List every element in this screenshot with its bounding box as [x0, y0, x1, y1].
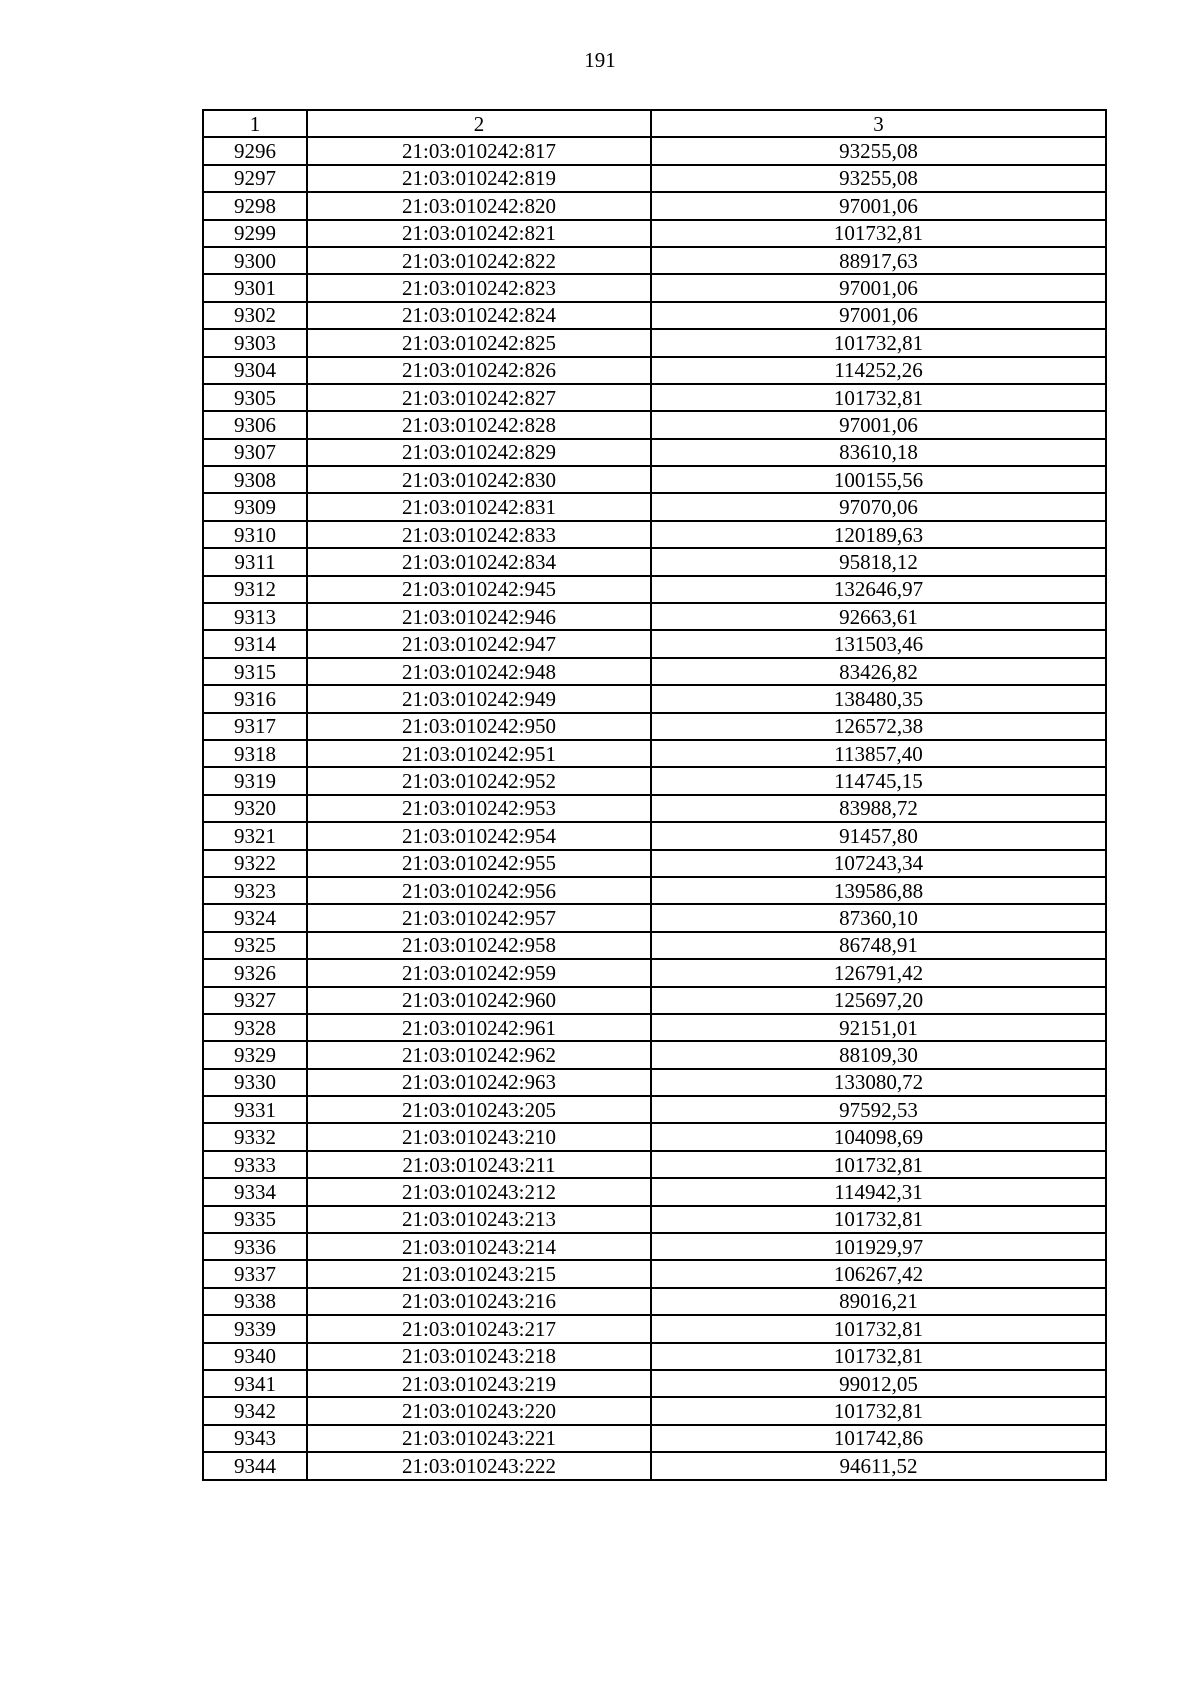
cadastral-value-cell: 99012,05	[651, 1370, 1106, 1397]
cadastral-value-cell: 95818,12	[651, 548, 1106, 575]
row-number-cell: 9341	[203, 1370, 307, 1397]
cadastral-number-cell: 21:03:010242:951	[307, 740, 651, 767]
cadastral-number-cell: 21:03:010243:220	[307, 1397, 651, 1424]
cadastral-value-cell: 97001,06	[651, 274, 1106, 301]
table-row	[203, 822, 1106, 849]
cadastral-value-cell: 97001,06	[651, 192, 1106, 219]
row-number-cell: 9313	[203, 603, 307, 630]
cadastral-number-cell: 21:03:010242:945	[307, 576, 651, 603]
row-number-cell: 9323	[203, 877, 307, 904]
cadastral-number-cell: 21:03:010242:958	[307, 932, 651, 959]
table-row	[203, 548, 1106, 575]
cadastral-number-cell: 21:03:010242:952	[307, 767, 651, 794]
table-row	[203, 411, 1106, 438]
cadastral-number-cell: 21:03:010243:212	[307, 1178, 651, 1205]
table-row	[203, 1233, 1106, 1260]
cadastral-number-cell: 21:03:010243:221	[307, 1425, 651, 1452]
cadastral-value-cell: 94611,52	[651, 1452, 1106, 1479]
row-number-cell: 9337	[203, 1260, 307, 1287]
cadastral-number-cell: 21:03:010242:833	[307, 521, 651, 548]
cadastral-number-cell: 21:03:010243:215	[307, 1260, 651, 1287]
row-number-cell: 9320	[203, 795, 307, 822]
table-row	[203, 302, 1106, 329]
cadastral-number-cell: 21:03:010242:947	[307, 630, 651, 657]
cadastral-value-cell: 87360,10	[651, 904, 1106, 931]
row-number-cell: 9308	[203, 466, 307, 493]
table-row	[203, 1425, 1106, 1452]
cadastral-value-cell: 101732,81	[651, 329, 1106, 356]
table-row	[203, 603, 1106, 630]
cadastral-number-cell: 21:03:010242:963	[307, 1069, 651, 1096]
cadastral-number-cell: 21:03:010243:222	[307, 1452, 651, 1479]
row-number-cell: 9332	[203, 1123, 307, 1150]
cadastral-value-cell: 139586,88	[651, 877, 1106, 904]
table-body	[203, 137, 1106, 1479]
cadastral-value-cell: 83426,82	[651, 658, 1106, 685]
column-header-1: 1	[203, 110, 307, 137]
row-number-cell: 9333	[203, 1151, 307, 1178]
table-row	[203, 740, 1106, 767]
row-number-cell: 9316	[203, 685, 307, 712]
row-number-cell: 9336	[203, 1233, 307, 1260]
cadastral-number-cell: 21:03:010242:954	[307, 822, 651, 849]
row-number-cell: 9334	[203, 1178, 307, 1205]
cadastral-value-cell: 83610,18	[651, 439, 1106, 466]
cadastral-value-cell: 114252,26	[651, 357, 1106, 384]
table-row	[203, 630, 1106, 657]
cadastral-number-cell: 21:03:010242:961	[307, 1014, 651, 1041]
row-number-cell: 9342	[203, 1397, 307, 1424]
table-row	[203, 466, 1106, 493]
row-number-cell: 9329	[203, 1041, 307, 1068]
table-header	[203, 110, 1106, 137]
row-number-cell: 9318	[203, 740, 307, 767]
table-row	[203, 137, 1106, 164]
cadastral-value-cell: 132646,97	[651, 576, 1106, 603]
cadastral-number-cell: 21:03:010242:957	[307, 904, 651, 931]
cadastral-value-cell: 133080,72	[651, 1069, 1106, 1096]
cadastral-number-cell: 21:03:010242:962	[307, 1041, 651, 1068]
cadastral-value-cell: 101732,81	[651, 1343, 1106, 1370]
table-row	[203, 521, 1106, 548]
row-number-cell: 9296	[203, 137, 307, 164]
cadastral-number-cell: 21:03:010243:214	[307, 1233, 651, 1260]
cadastral-number-cell: 21:03:010242:824	[307, 302, 651, 329]
cadastral-number-cell: 21:03:010242:950	[307, 713, 651, 740]
cadastral-value-cell: 101732,81	[651, 1206, 1106, 1233]
cadastral-value-cell: 101732,81	[651, 220, 1106, 247]
row-number-cell: 9344	[203, 1452, 307, 1479]
table-row	[203, 1014, 1106, 1041]
cadastral-number-cell: 21:03:010242:959	[307, 959, 651, 986]
row-number-cell: 9301	[203, 274, 307, 301]
row-number-cell: 9306	[203, 411, 307, 438]
table-row	[203, 1370, 1106, 1397]
row-number-cell: 9311	[203, 548, 307, 575]
cadastral-value-cell: 107243,34	[651, 850, 1106, 877]
cadastral-value-cell: 86748,91	[651, 932, 1106, 959]
cadastral-number-cell: 21:03:010242:827	[307, 384, 651, 411]
row-number-cell: 9321	[203, 822, 307, 849]
table-row	[203, 904, 1106, 931]
row-number-cell: 9340	[203, 1343, 307, 1370]
table-row	[203, 1397, 1106, 1424]
row-number-cell: 9302	[203, 302, 307, 329]
row-number-cell: 9317	[203, 713, 307, 740]
cadastral-number-cell: 21:03:010243:205	[307, 1096, 651, 1123]
table-row	[203, 329, 1106, 356]
cadastral-value-cell: 97001,06	[651, 411, 1106, 438]
cadastral-value-cell: 101732,81	[651, 1397, 1106, 1424]
cadastral-value-cell: 101742,86	[651, 1425, 1106, 1452]
row-number-cell: 9338	[203, 1288, 307, 1315]
row-number-cell: 9298	[203, 192, 307, 219]
row-number-cell: 9325	[203, 932, 307, 959]
cadastral-value-cell: 101732,81	[651, 384, 1106, 411]
row-number-cell: 9304	[203, 357, 307, 384]
cadastral-value-cell: 83988,72	[651, 795, 1106, 822]
row-number-cell: 9331	[203, 1096, 307, 1123]
cadastral-number-cell: 21:03:010243:210	[307, 1123, 651, 1150]
cadastral-number-cell: 21:03:010242:819	[307, 165, 651, 192]
row-number-cell: 9300	[203, 247, 307, 274]
table-row	[203, 384, 1106, 411]
cadastral-value-cell: 126572,38	[651, 713, 1106, 740]
cadastral-value-cell: 92151,01	[651, 1014, 1106, 1041]
cadastral-number-cell: 21:03:010242:949	[307, 685, 651, 712]
cadastral-value-cell: 88917,63	[651, 247, 1106, 274]
cadastral-number-cell: 21:03:010242:826	[307, 357, 651, 384]
page-number: 191	[584, 48, 616, 72]
cadastral-number-cell: 21:03:010243:217	[307, 1315, 651, 1342]
cadastral-value-cell: 126791,42	[651, 959, 1106, 986]
cadastral-number-cell: 21:03:010242:817	[307, 137, 651, 164]
table-row	[203, 1123, 1106, 1150]
cadastral-number-cell: 21:03:010243:216	[307, 1288, 651, 1315]
cadastral-value-cell: 125697,20	[651, 987, 1106, 1014]
table-row	[203, 1288, 1106, 1315]
table-header-row	[203, 110, 1106, 137]
table-row	[203, 1315, 1106, 1342]
table-row	[203, 850, 1106, 877]
cadastral-value-cell: 91457,80	[651, 822, 1106, 849]
table-row	[203, 1178, 1106, 1205]
table-row	[203, 357, 1106, 384]
cadastral-number-cell: 21:03:010242:828	[307, 411, 651, 438]
cadastral-value-cell: 97070,06	[651, 493, 1106, 520]
table-row	[203, 767, 1106, 794]
column-header-3: 3	[651, 110, 1106, 137]
row-number-cell: 9343	[203, 1425, 307, 1452]
cadastral-value-cell: 101929,97	[651, 1233, 1106, 1260]
row-number-cell: 9330	[203, 1069, 307, 1096]
row-number-cell: 9339	[203, 1315, 307, 1342]
table-row	[203, 274, 1106, 301]
cadastral-number-cell: 21:03:010242:830	[307, 466, 651, 493]
table-row	[203, 1206, 1106, 1233]
table-row	[203, 795, 1106, 822]
table-row	[203, 713, 1106, 740]
table-row	[203, 1151, 1106, 1178]
cadastral-value-cell: 97592,53	[651, 1096, 1106, 1123]
table-row	[203, 658, 1106, 685]
row-number-cell: 9315	[203, 658, 307, 685]
cadastral-value-cell: 92663,61	[651, 603, 1106, 630]
row-number-cell: 9312	[203, 576, 307, 603]
table-row	[203, 959, 1106, 986]
row-number-cell: 9324	[203, 904, 307, 931]
row-number-cell: 9310	[203, 521, 307, 548]
cadastral-number-cell: 21:03:010243:219	[307, 1370, 651, 1397]
cadastral-value-cell: 114745,15	[651, 767, 1106, 794]
table-row	[203, 192, 1106, 219]
cadastral-number-cell: 21:03:010242:823	[307, 274, 651, 301]
cadastral-number-cell: 21:03:010242:946	[307, 603, 651, 630]
cadastral-number-cell: 21:03:010242:822	[307, 247, 651, 274]
cadastral-value-cell: 106267,42	[651, 1260, 1106, 1287]
cadastral-number-cell: 21:03:010243:213	[307, 1206, 651, 1233]
cadastral-value-cell: 138480,35	[651, 685, 1106, 712]
table-row	[203, 877, 1106, 904]
cadastral-value-cell: 114942,31	[651, 1178, 1106, 1205]
cadastral-value-cell: 97001,06	[651, 302, 1106, 329]
cadastral-value-cell: 120189,63	[651, 521, 1106, 548]
cadastral-value-cell: 104098,69	[651, 1123, 1106, 1150]
row-number-cell: 9327	[203, 987, 307, 1014]
cadastral-number-cell: 21:03:010242:953	[307, 795, 651, 822]
table-row	[203, 1069, 1106, 1096]
table-row	[203, 1452, 1106, 1479]
cadastral-value-cell: 93255,08	[651, 165, 1106, 192]
cadastral-value-cell: 100155,56	[651, 466, 1106, 493]
cadastral-number-cell: 21:03:010242:825	[307, 329, 651, 356]
cadastral-value-cell: 113857,40	[651, 740, 1106, 767]
cadastral-number-cell: 21:03:010242:948	[307, 658, 651, 685]
row-number-cell: 9307	[203, 439, 307, 466]
cadastral-number-cell: 21:03:010243:218	[307, 1343, 651, 1370]
row-number-cell: 9297	[203, 165, 307, 192]
row-number-cell: 9309	[203, 493, 307, 520]
cadastral-value-cell: 93255,08	[651, 137, 1106, 164]
row-number-cell: 9322	[203, 850, 307, 877]
table-row	[203, 1343, 1106, 1370]
cadastral-value-cell: 101732,81	[651, 1151, 1106, 1178]
table-row	[203, 987, 1106, 1014]
table-row	[203, 1096, 1106, 1123]
table-row	[203, 932, 1106, 959]
table-row	[203, 1260, 1106, 1287]
table-row	[203, 220, 1106, 247]
cadastral-number-cell: 21:03:010242:831	[307, 493, 651, 520]
table-row	[203, 439, 1106, 466]
table-row	[203, 247, 1106, 274]
table-row	[203, 493, 1106, 520]
table-row	[203, 165, 1106, 192]
row-number-cell: 9328	[203, 1014, 307, 1041]
cadastral-number-cell: 21:03:010242:834	[307, 548, 651, 575]
row-number-cell: 9305	[203, 384, 307, 411]
cadastral-number-cell: 21:03:010242:956	[307, 877, 651, 904]
row-number-cell: 9326	[203, 959, 307, 986]
cadastral-value-table	[202, 109, 1107, 1481]
cadastral-value-cell: 88109,30	[651, 1041, 1106, 1068]
cadastral-number-cell: 21:03:010243:211	[307, 1151, 651, 1178]
row-number-cell: 9319	[203, 767, 307, 794]
cadastral-value-cell: 101732,81	[651, 1315, 1106, 1342]
cadastral-number-cell: 21:03:010242:955	[307, 850, 651, 877]
row-number-cell: 9303	[203, 329, 307, 356]
cadastral-value-cell: 131503,46	[651, 630, 1106, 657]
row-number-cell: 9299	[203, 220, 307, 247]
cadastral-number-cell: 21:03:010242:820	[307, 192, 651, 219]
table-row	[203, 1041, 1106, 1068]
column-header-2: 2	[307, 110, 651, 137]
cadastral-number-cell: 21:03:010242:821	[307, 220, 651, 247]
table-row	[203, 576, 1106, 603]
row-number-cell: 9314	[203, 630, 307, 657]
cadastral-number-cell: 21:03:010242:829	[307, 439, 651, 466]
row-number-cell: 9335	[203, 1206, 307, 1233]
cadastral-value-cell: 89016,21	[651, 1288, 1106, 1315]
cadastral-number-cell: 21:03:010242:960	[307, 987, 651, 1014]
table-row	[203, 685, 1106, 712]
